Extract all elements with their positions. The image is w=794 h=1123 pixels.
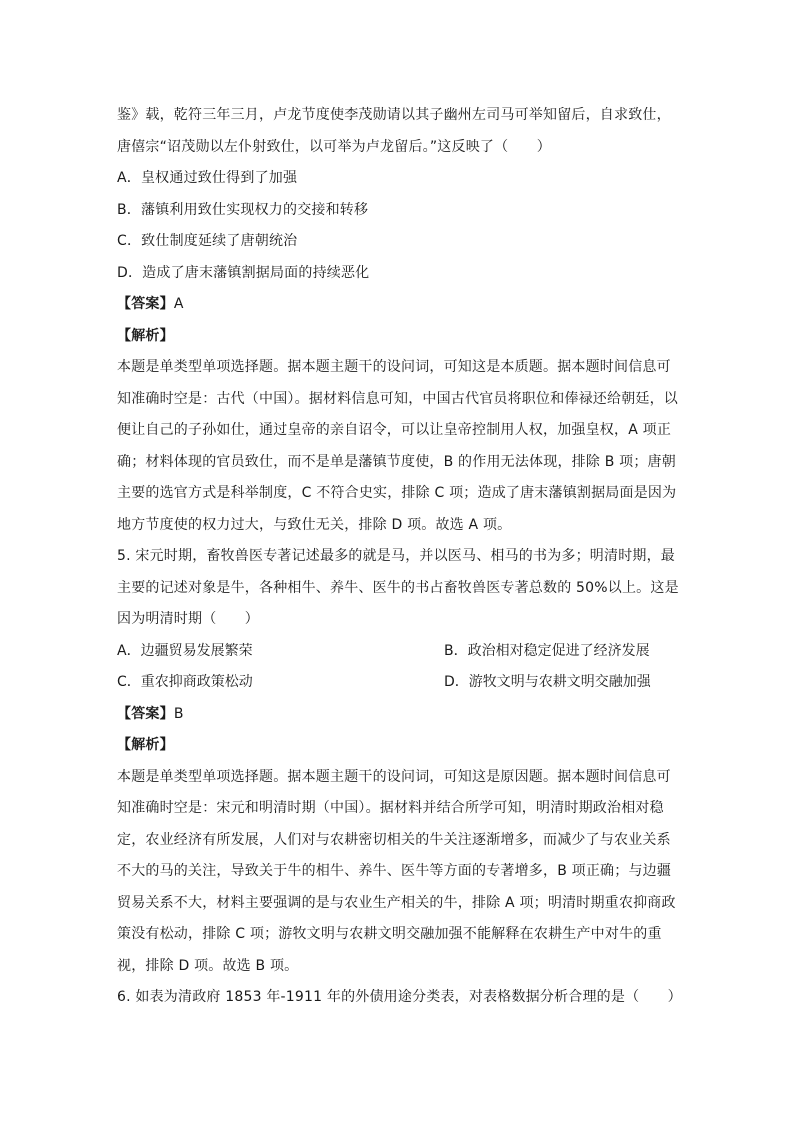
- options-row: [117, 636, 677, 668]
- analysis-line: 主要的选官方式是科举制度，C 不符合史实，排除 C 项；造成了唐末藩镇割据局面是因为: [117, 485, 677, 501]
- analysis-line: 不大的马的关注，导致关于牛的相牛、养牛、医牛等方面的专著增多，B 项正确；与边疆: [117, 863, 672, 879]
- analysis-line: 贸易关系不大，材料主要强调的是与农业生产相关的牛，排除 A 项；明清时期重农抑商政: [117, 894, 676, 911]
- options-row: [117, 667, 677, 699]
- option-d: D．游牧文明与农耕文明交融加强: [444, 674, 651, 690]
- option-c: C．重农抑商政策松动: [117, 674, 253, 690]
- question-4-answer: [117, 289, 677, 321]
- option-b: B．政治相对稳定促进了经济发展: [444, 642, 650, 659]
- analysis-line: 确；材料体现的官员致仕，而不是单是藩镇节度使，B 的作用无法体现，排除 B 项；唐朝: [117, 453, 676, 470]
- question-4-analysis-label: 【解析】: [117, 327, 174, 344]
- question-6-stem: [117, 982, 682, 1014]
- stem-line: 因为明清时期（ ）: [117, 611, 259, 627]
- analysis-line: 本题是单类型单项选择题。据本题主题干的设问词，可知这是原因题。据本题时间信息可: [117, 768, 671, 785]
- content-body: [117, 100, 682, 1014]
- analysis-line: 视，排除 D 项。故选 B 项。: [117, 957, 299, 974]
- analysis-line: 地方节度使的权力过大，与致仕无关，排除 D 项。故选 A 项。: [117, 516, 512, 533]
- analysis-line: 定，农业经济有所发展，人们对与农耕密切相关的牛关注逐渐增多，而减少了与农业关系: [117, 831, 671, 848]
- answer-value: B: [173, 705, 184, 722]
- analysis-line: 便让自己的子孙如仕，通过皇帝的亲自诏令，可以让皇帝控制用人权，加强皇权，A 项正: [117, 422, 672, 438]
- analysis-line: 策没有松动，排除 C 项；游牧文明与农耕文明交融加强不能解释在农耕生产中对牛的重: [117, 926, 662, 942]
- stem-line: 5. 宋元时期，畜牧兽医专著记述最多的就是马，并以医马、相马的书为多；明清时期，最: [117, 548, 676, 564]
- analysis-line: 本题是单类型单项选择题。据本题主题干的设问词，可知这是本质题。据本题时间信息可: [117, 359, 671, 375]
- question-5-analysis: [117, 762, 677, 983]
- stem-line: 唐僖宗“诏茂勋以左仆射致仕，以可举为卢龙留后。”这反映了（ ）: [117, 138, 551, 155]
- option-a: A．边疆贸易发展繁荣: [117, 642, 253, 659]
- analysis-line: 知准确时空是：古代（中国）。据材料信息可知，中国古代官员将职位和俸禄还给朝廷，以: [117, 390, 678, 407]
- question-5-analysis-label: 【解析】: [117, 737, 174, 753]
- question-4-options: [117, 163, 677, 289]
- answer-value: A: [173, 296, 184, 312]
- option-c: C．致仕制度延续了唐朝统治: [117, 233, 298, 249]
- answer-label: 【答案】: [117, 705, 174, 722]
- question-4-stem: [117, 100, 677, 163]
- question-5-answer: [117, 699, 677, 731]
- answer-label: 【答案】: [117, 296, 174, 312]
- stem-line: 鉴》载，乾符三年三月，卢龙节度使李茂勋请以其子幽州左司马可举知留后，自求致仕，: [117, 107, 671, 123]
- question-5-options: [117, 636, 677, 699]
- question-5-stem: [117, 541, 677, 636]
- stem-line: 主要的记述对象是牛，各种相牛、养牛、医牛的书占畜牧兽医专著总数的 50%以上。这是: [117, 579, 679, 596]
- analysis-line: 知准确时空是：宋元和明清时期（中国）。据材料并结合所学可知，明清时期政治相对稳: [117, 800, 664, 816]
- option-b: B．藩镇利用致仕实现权力的交接和转移: [117, 201, 369, 218]
- stem-line: 6. 如表为清政府 1853 年-1911 年的外债用途分类表，对表格数据分析合理的是（ ）: [117, 989, 682, 1005]
- option-d: D．造成了唐末藩镇割据局面的持续恶化: [117, 264, 370, 281]
- question-4-analysis: [117, 352, 677, 541]
- option-a: A．皇权通过致仕得到了加强: [117, 170, 298, 186]
